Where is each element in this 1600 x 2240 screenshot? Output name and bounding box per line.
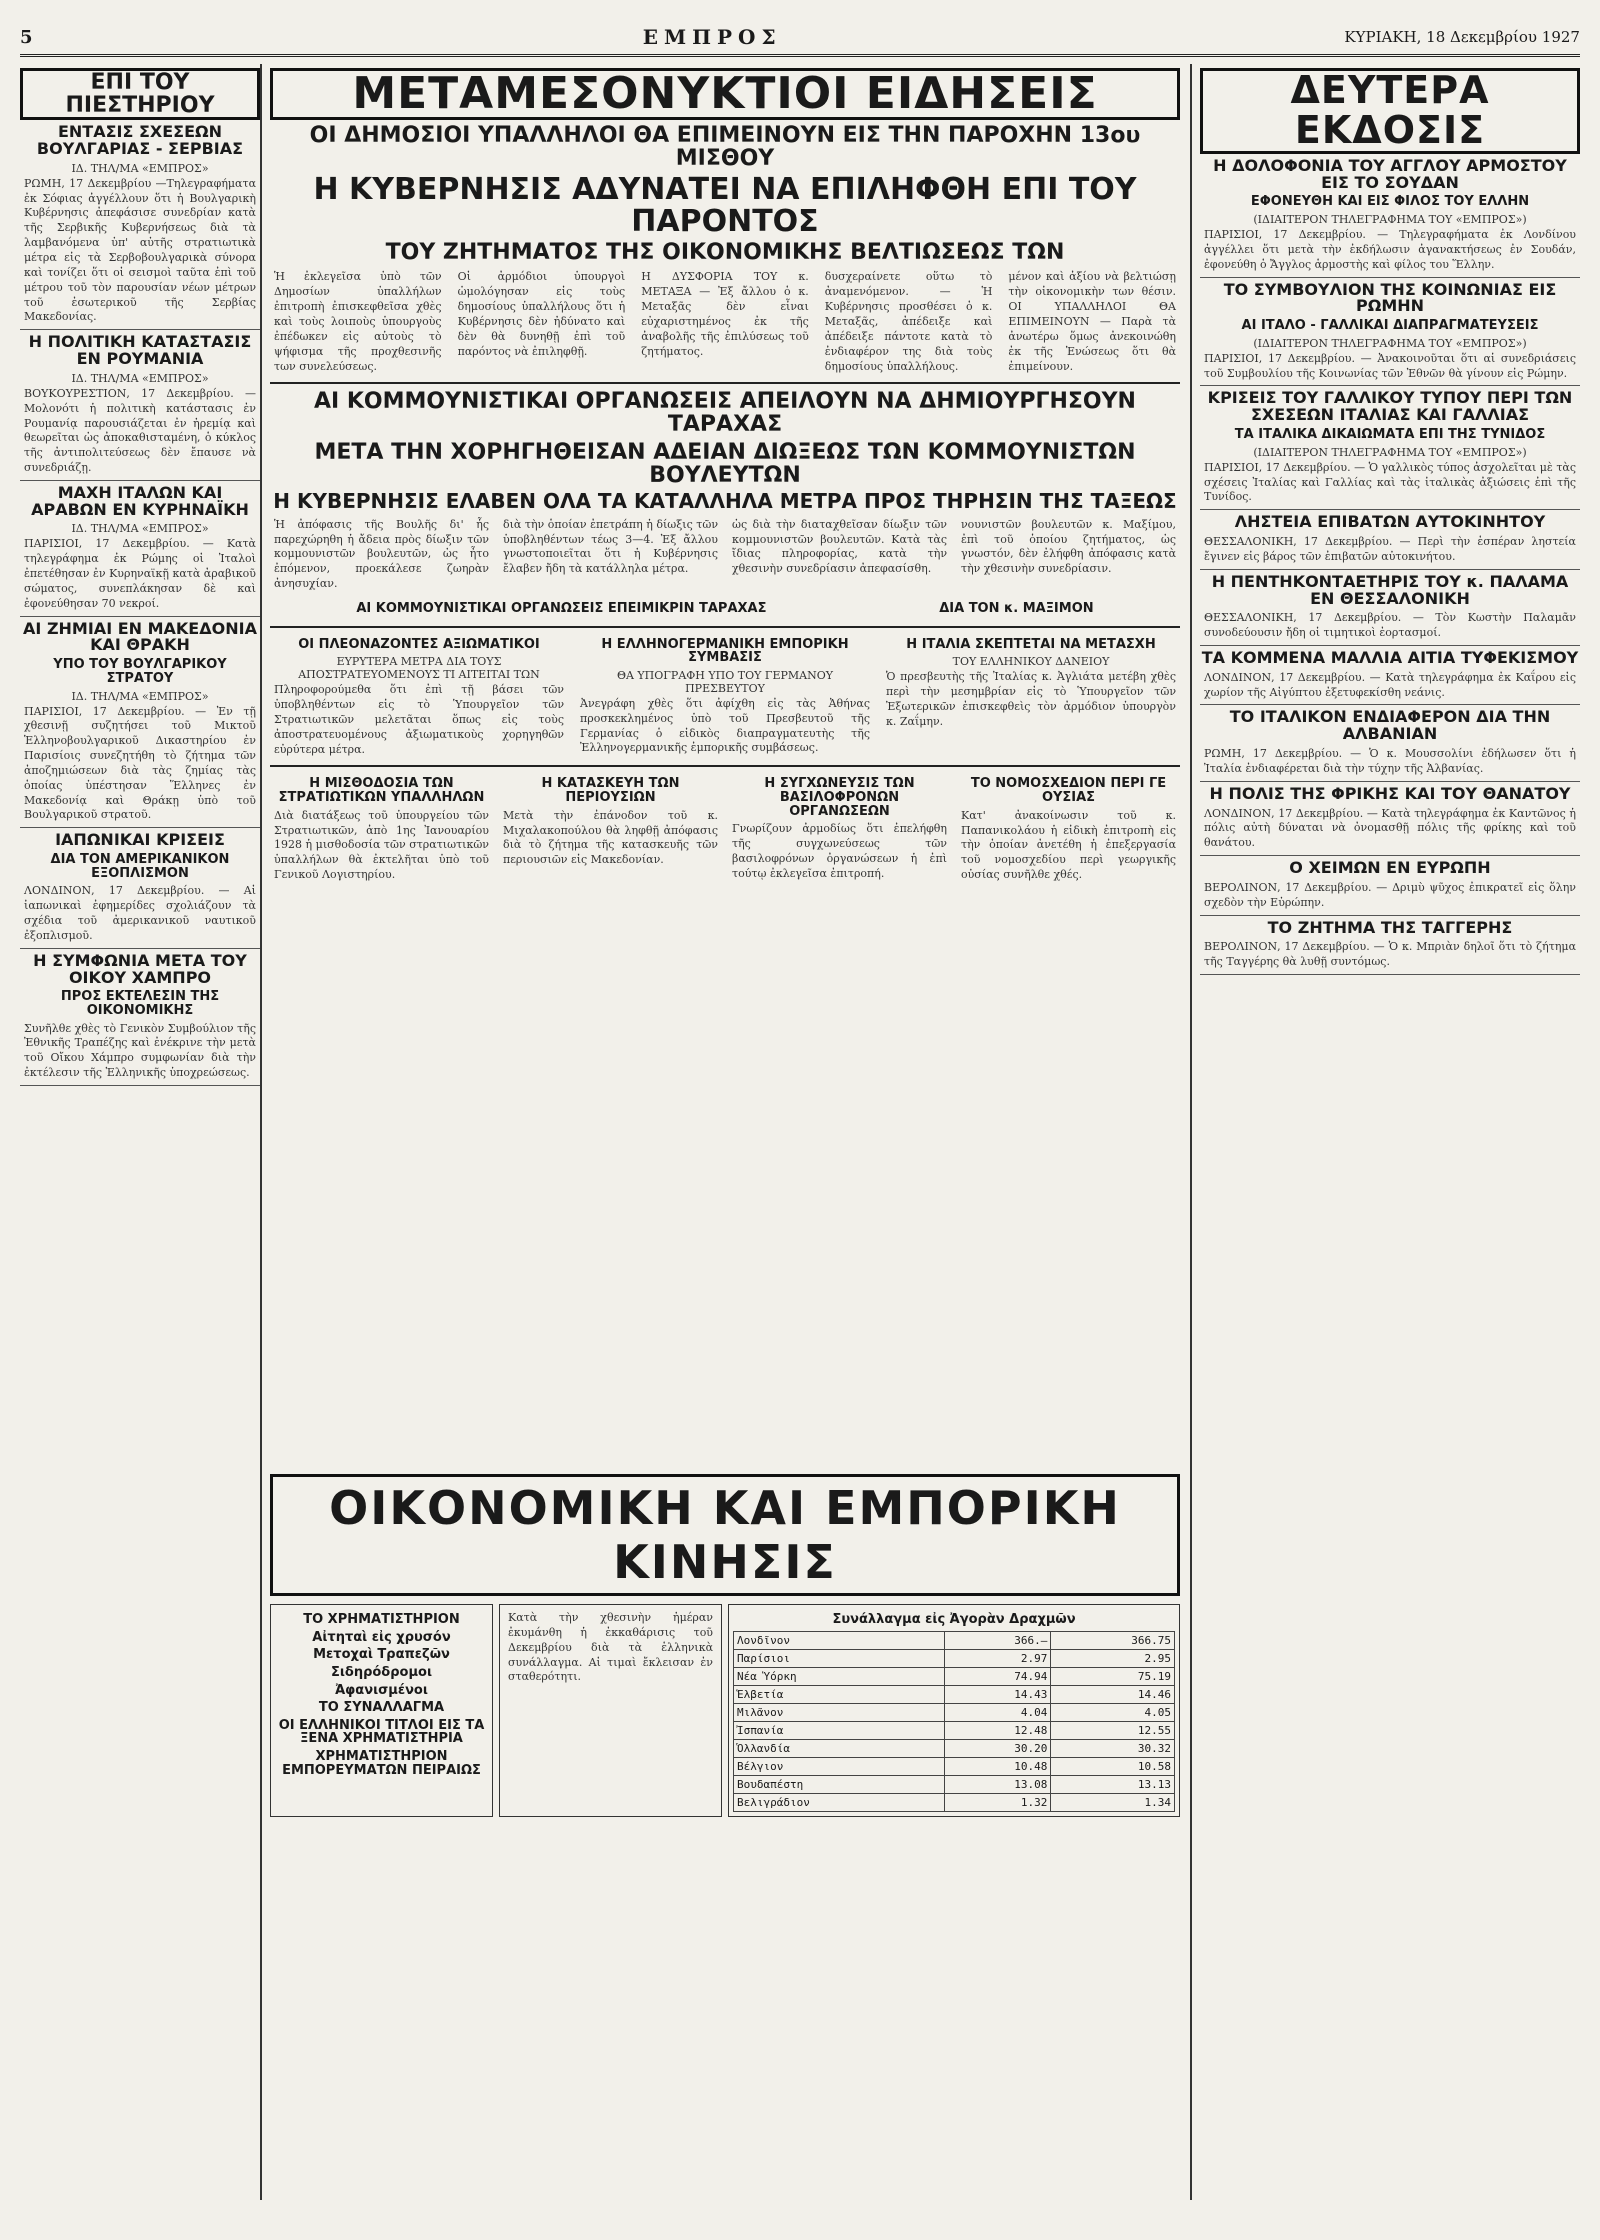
divider [1200, 509, 1580, 510]
center-banner: ΜΕΤΑΜΕΣΟΝΥΚΤΙΟΙ ΕΙΔΗΣΕΙΣ [270, 68, 1180, 120]
article [1200, 571, 1580, 646]
article [1200, 860, 1580, 915]
article-title: ΤΟ ΣΥΜΒΟΥΛΙΟΝ ΤΗΣ ΚΟΙΝΩΝΙΑΣ ΕΙΣ ΡΩΜΗΝ [1223, 279, 1557, 316]
article-body: ΒΕΡΟΛΙΝΟΝ, 17 Δεκεμβρίου. — Ὁ κ. Μπριὰν δηλοῖ ὅτι τὸ ζήτημα τῆς Ταγγέρης θὰ λυθῇ συντόμως. [1204, 940, 1576, 969]
lead-column-text: Ἡ ἐκλεγεῖσα ὑπὸ τῶν Δημοσίων ὑπαλλήλων ἐπιτροπὴ ἐπισκεφθεῖσα χθὲς καὶ τοὺς λοιποὺς ὑπουργοὺς ἐπέδωκεν εἰς αὐτοὺς τὸ ψήφισμα τῆς προχθεσινῆς των συνελεύσεως. [274, 270, 442, 373]
article [1200, 514, 1580, 569]
rate-value: 12.55 [1051, 1721, 1175, 1739]
article-body: ΛΟΝΔΙΝΟΝ, 17 Δεκεμβρίου. — Κατὰ τηλεγράφημα ἐκ Καΐρου εἰς χωρίον τῆς Αἰγύπτου ἐξετυφεκίσθη νεάνις. [1204, 670, 1576, 699]
rate-currency: Ἰσπανία [734, 1721, 945, 1739]
economic-sections [270, 1604, 493, 1817]
article [1200, 155, 1580, 278]
rate-value: 4.05 [1051, 1703, 1175, 1721]
article-source: (ΙΔΙΑΙΤΕΡΟΝ ΤΗΛΕΓΡΑΦΗΜΑ ΤΟΥ «ΕΜΠΡΟΣ») [1253, 213, 1527, 227]
rate-value: 30.20 [945, 1739, 1051, 1757]
divider [1200, 915, 1580, 916]
article-subtitle: ΕΦΟΝΕΥΘΗ ΚΑΙ ΕΙΣ ΦΙΛΟΣ ΤΟΥ ΕΛΛΗΝ [1250, 194, 1530, 210]
lead-body [270, 268, 1180, 376]
divider [1200, 781, 1580, 782]
divider [20, 948, 260, 949]
section-title: ΕΠΙ ΤΟΥ ΠΙΕΣΤΗΡΙΟΥ [20, 68, 260, 120]
article-body: Μετὰ τὴν ἐπάνοδον τοῦ κ. Μιχαλακοπούλου θὰ ληφθῇ ἀπόφασις διὰ τὸ ζήτημα τῆς κατασκευῆς τῶν περιουσιῶν εἰς Μακεδονίαν. [503, 808, 718, 867]
article [1200, 279, 1580, 387]
divider [20, 616, 260, 617]
issue-date: ΚΥΡΙΑΚΗ, 18 Δεκεμβρίου 1927 [1344, 28, 1580, 46]
article-title: ΙΑΠΩΝΙΚΑΙ ΚΡΙΣΕΙΣ [55, 830, 225, 850]
article-title: ΛΗΣΤΕΙΑ ΕΠΙΒΑΤΩΝ ΑΥΤΟΚΙΝΗΤΟΥ [1234, 512, 1546, 532]
rates-table [733, 1631, 1175, 1812]
left-articles [20, 124, 260, 1086]
rate-value: 1.32 [945, 1793, 1051, 1811]
divider [20, 827, 260, 828]
rate-value: 1.34 [1051, 1793, 1175, 1811]
lead-column-text: μένον καὶ ἀξίου νὰ βελτιώσῃ τὴν οἰκονομικὴν των θέσιν. ΟΙ ΥΠΑΛΛΗΛΟΙ ΘΑ ΕΠΙΜΕΙΝΟΥΝ — Παρὰ τὰ ἀνωτέρω ὅμως ἀνεκοινώθη ἐκ τῆς Ἑνώσεως ὅτι θὰ ἐπιμείνουν. [1008, 270, 1176, 373]
second-column-text: ὡς διὰ τὴν διαταχθεῖσαν δίωξιν τῶν κομμουνιστῶν βουλευτῶν. Κατὰ τὰς ἴδιας πληροφορίας, κατὰ τὴν χθεσινὴν συνεδρίασιν ἀπεφασίσθη. [732, 517, 947, 576]
second-edition-title: ΔΕΥΤΕΡΑ ΕΚΔΟΣΙΣ [1200, 68, 1580, 154]
article-title: ΑΙ ΖΗΜΙΑΙ ΕΝ ΜΑΚΕΔΟΝΙΑ ΚΑΙ ΘΡΑΚΗ [23, 618, 257, 655]
divider [20, 329, 260, 330]
right-column [1190, 64, 1580, 2200]
divider [1200, 704, 1580, 705]
second-subhead-2: ΔΙΑ ΤΟΝ κ. ΜΑΞΙΜΟΝ [939, 600, 1094, 616]
article-body: Πληροφορούμεθα ὅτι ἐπὶ τῇ βάσει τῶν ὑποβληθέντων εἰς τὸ Ὑπουργεῖον τῶν Στρατιωτικῶν μελετᾶται ὅπως εἰς τοὺς ἀποστρατευομένους ἀξιωματικοὺς χορηγηθῶν εὐρύτερα μέτρα. [274, 683, 564, 756]
center-row-3 [270, 634, 1180, 760]
rates-box [728, 1604, 1180, 1817]
rates-row [734, 1757, 1175, 1775]
article-title: Η ΚΑΤΑΣΚΕΥΗ ΤΩΝ ΠΕΡΙΟΥΣΙΩΝ [541, 776, 680, 806]
article-body: ΡΩΜΗ, 17 Δεκεμβρίου. — Ὁ κ. Μουσσολίνι ἐδήλωσεν ὅτι ἡ Ἰταλία ἐνδιαφέρεται διὰ τὴν τύχην τῆς Ἀλβανίας. [1204, 747, 1576, 775]
article-subtitle: ΕΥΡΥΤΕΡΑ ΜΕΤΡΑ ΔΙΑ ΤΟΥΣ ΑΠΟΣΤΡΑΤΕΥΟΜΕΝΟΥΣ ΤΙ ΑΙΤΕΙΤΑΙ ΤΩΝ [298, 655, 540, 682]
article [499, 773, 722, 885]
article-title: Η ΕΛΛΗΝΟΓΕΡΜΑΝΙΚΗ ΕΜΠΟΡΙΚΗ ΣΥΜΒΑΣΙΣ [601, 636, 849, 666]
second-headline-2: ΜΕΤΑ ΤΗΝ ΧΟΡΗΓΗΘΕΙΣΑΝ ΑΔΕΙΑΝ ΔΙΩΞΕΩΣ ΤΩΝ ΚΟΜΜΟΥΝΙΣΤΩΝ ΒΟΥΛΕΥΤΩΝ [314, 439, 1136, 488]
article-title: Η ΣΥΜΦΩΝΙΑ ΜΕΤΑ ΤΟΥ ΟΙΚΟΥ ΧΑΜΠΡΟ [33, 950, 247, 987]
article [20, 832, 260, 948]
second-story [270, 390, 1180, 619]
article [728, 773, 951, 885]
rate-currency: Ὁλλανδία [734, 1739, 945, 1757]
article-body: ΘΕΣΣΑΛΟΝΙΚΗ, 17 Δεκεμβρίου. — Τὸν Κωστὴν Παλαμᾶν συνοδεύουσιν ἤδη οἱ τιμητικοὶ ἐορτασμοί. [1204, 611, 1576, 640]
article-body: Διὰ διατάξεως τοῦ ὑπουργείου τῶν Στρατιωτικῶν, ἀπὸ 1ης Ἰανουαρίου 1928 ἡ μισθοδοσία τῶν στρατιωτικῶν ὑπαλλήλων θὰ ἐκτελῆται ὑπὸ τοῦ Γενικοῦ Λογιστηρίου. [274, 808, 489, 882]
article-title: Η ΠΟΛΙΣ ΤΗΣ ΦΡΙΚΗΣ ΚΑΙ ΤΟΥ ΘΑΝΑΤΟΥ [1209, 783, 1571, 803]
lead-story [270, 124, 1180, 376]
page-number: 5 [20, 26, 33, 48]
economic-section-heading: ΤΟ ΣΥΝΑΛΛΑΓΜΑ [318, 1700, 445, 1716]
article-body: ΒΕΡΟΛΙΝΟΝ, 17 Δεκεμβρίου. — Δριμὺ ψῦχος ἐπικρατεῖ εἰς ὅλην σχεδὸν τὴν Εὐρώπην. [1204, 880, 1576, 909]
article-title: Η ΙΤΑΛΙΑ ΣΚΕΠΤΕΤΑΙ ΝΑ ΜΕΤΑΣΧΗ [906, 636, 1156, 652]
second-body [270, 516, 1180, 594]
rate-value: 13.08 [945, 1775, 1051, 1793]
article-subtitle: ΔΙΑ ΤΟΝ ΑΜΕΡΙΚΑΝΙΚΟΝ ΕΞΟΠΛΙΣΜΟΝ [50, 852, 230, 881]
economic-section-heading: Σιδηρόδρομοι [330, 1664, 433, 1680]
divider [1200, 385, 1580, 386]
second-headline-3: Η ΚΥΒΕΡΝΗΣΙΣ ΕΛΑΒΕΝ ΟΛΑ ΤΑ ΚΑΤΑΛΛΗΛΑ ΜΕΤΡΑ ΠΡΟΣ ΤΗΡΗΣΙΝ ΤΗΣ ΤΑΞΕΩΣ [273, 488, 1177, 513]
article-title: Η ΔΟΛΟΦΟΝΙΑ ΤΟΥ ΑΓΓΛΟΥ ΑΡΜΟΣΤΟΥ ΕΙΣ ΤΟ ΣΟΥΔΑΝ [1213, 155, 1567, 192]
rate-value: 75.19 [1051, 1667, 1175, 1685]
economic-section-heading: ΤΟ ΧΡΗΜΑΤΙΣΤΗΡΙΟΝ [303, 1612, 460, 1627]
article-title: Η ΣΥΓΧΩΝΕΥΣΙΣ ΤΩΝ ΒΑΣΙΛΟΦΡΟΝΩΝ ΟΡΓΑΝΩΣΕΩΝ [764, 776, 915, 819]
divider [1200, 855, 1580, 856]
rate-currency: Μιλᾶνον [734, 1703, 945, 1721]
rates-row [734, 1685, 1175, 1703]
economic-section-heading: Μετοχαὶ Τραπεζῶν [313, 1647, 450, 1663]
paper-name: ΕΜΠΡΟΣ [642, 25, 782, 49]
rate-value: 4.04 [945, 1703, 1051, 1721]
article-source: ΙΔ. ΤΗΛ/ΜΑ «ΕΜΠΡΟΣ» [71, 522, 209, 536]
economic-section-heading: ΟΙ ΕΛΛΗΝΙΚΟΙ ΤΙΤΛΟΙ ΕΙΣ ΤΑ ΞΕΝΑ ΧΡΗΜΑΤΙΣΤΗΡΙΑ [278, 1717, 485, 1747]
article-body: Ἀνεγράφη χθὲς ὅτι ἀφίχθη εἰς τὰς Ἀθήνας προσκεκλημένος ὑπὸ τοῦ Πρεσβευτοῦ τῆς Γερμανίας ὁ εἰδικὸς διαπραγματευτὴς τῆς Ἐλληνογερμανικῆς ἐμπορικῆς συμβάσεως. [580, 696, 870, 755]
lead-headline-3: ΤΟΥ ΖΗΤΗΜΑΤΟΣ ΤΗΣ ΟΙΚΟΝΟΜΙΚΗΣ ΒΕΛΤΙΩΣΕΩΣ ΤΩΝ [385, 240, 1065, 266]
article-body: ΛΟΝΔΙΝΟΝ, 17 Δεκεμβρίου. — Κατὰ τηλεγράφημα ἐκ Καντῶνος ἡ πόλις αὐτὴ δύναται νὰ ὀνομασθῇ πόλις τῆς φρίκης καὶ τοῦ θανάτου. [1204, 806, 1576, 850]
lead-column-text: Οἱ ἀρμόδιοι ὑπουργοὶ ὡμολόγησαν εἰς τοὺς δημοσίους ὑπαλλήλους ὅτι ἡ Κυβέρνησις δὲν ἠδύνατο καὶ δὲν θὰ δυνηθῇ ἐπὶ τοῦ παρόντος νὰ ἐπιληφθῇ. [457, 270, 626, 358]
article-title: ΜΑΧΗ ΙΤΑΛΩΝ ΚΑΙ ΑΡΑΒΩΝ ΕΝ ΚΥΡΗΝΑΪΚΗ [31, 482, 249, 519]
article-title: Η ΠΕΝΤΗΚΟΝΤΑΕΤΗΡΙΣ ΤΟΥ κ. ΠΑΛΑΜΑ ΕΝ ΘΕΣΣΑΛΟΝΙΚΗ [1211, 571, 1569, 608]
rates-row [734, 1649, 1175, 1667]
article [1200, 709, 1580, 781]
rate-value: 2.95 [1051, 1649, 1175, 1667]
second-column-text: νουνιστῶν βουλευτῶν κ. Μαξίμου, ἐπὶ τοῦ ὁποίου ζητήματος, ὡς γνωστόν, δὲν ἐλήφθη ἀπόφασις κατὰ τὴν χθεσινὴν συνεδρίασιν. [961, 517, 1176, 576]
second-subhead-1: ΑΙ ΚΟΜΜΟΥΝΙΣΤΙΚΑΙ ΟΡΓΑΝΩΣΕΙΣ ΕΠΕΙΜΙΚΡΙΝ ΤΑΡΑΧΑΣ [356, 600, 767, 616]
economic-section [270, 1474, 1180, 2200]
rate-currency: Βελιγράδιον [734, 1793, 945, 1811]
rate-value: 366.— [945, 1631, 1051, 1649]
second-column-text: Ἡ ἀπόφασις τῆς Βουλῆς δι' ἧς παρεχώρηθη ἡ ἄδεια πρὸς δίωξιν τῶν κομμουνιστῶν βουλευτῶν, ὡς ἦτο ἐπόμενον, προεκάλεσε ζωηρὰν ἀνησυχίαν. [274, 517, 489, 591]
article-title: ΤΟ ΖΗΤΗΜΑ ΤΗΣ ΤΑΓΓΕΡΗΣ [1267, 917, 1513, 937]
article-title: ΤΟ ΙΤΑΛΙΚΟΝ ΕΝΔΙΑΦΕΡΟΝ ΔΙΑ ΤΗΝ ΑΛΒΑΝΙΑΝ [1229, 707, 1551, 744]
rate-currency: Παρίσιοι [734, 1649, 945, 1667]
lead-column-text: Η ΔΥΣΦΟΡΙΑ ΤΟΥ κ. ΜΕΤΑΞΑ — Ἐξ ἄλλου ὁ κ. Μεταξᾶς δὲν εἶναι εὐχαριστημένος ἐκ τῆς ἀναβολῆς τῆς ἐπιλύσεως τοῦ ζητήματος. [641, 270, 809, 358]
article-subtitle: ΤΑ ΙΤΑΛΙΚΑ ΔΙΚΑΙΩΜΑΤΑ ΕΠΙ ΤΗΣ ΤΥΝΙΔΟΣ [1234, 427, 1546, 443]
lead-headline-2: Η ΚΥΒΕΡΝΗΣΙΣ ΑΔΥΝΑΤΕΙ ΝΑ ΕΠΙΛΗΦΘΗ ΕΠΙ ΤΟΥ ΠΑΡΟΝΤΟΣ [313, 172, 1137, 239]
economic-text: Κατὰ τὴν χθεσινὴν ἡμέραν ἐκυμάνθη ἡ ἐκκαθάρισις τοῦ Δεκεμβρίου διὰ τὰ ἑλληνικὰ συνάλλαγμα. Αἱ τιμαὶ ἔκλεισαν ἐν σταθερότητι. [508, 1611, 713, 1684]
rate-value: 74.94 [945, 1667, 1051, 1685]
rates-row [734, 1739, 1175, 1757]
rates-row [734, 1793, 1175, 1811]
article-body: ΒΟΥΚΟΥΡΕΣΤΙΟΝ, 17 Δεκεμβρίου. — Μολονότι ἡ πολιτικὴ κατάστασις ἐν Ρουμανίᾳ παρουσιάζεται ἐν ἡρεμίᾳ καὶ θεωρεῖται ὡς ἀποκαθισταμένη, ὁ κύκλος τῆς ἀντιπολιτεύσεως δὲν ἔπαυσε νὰ συνεδριάζῃ. [24, 386, 256, 475]
second-headline-1: ΑΙ ΚΟΜΜΟΥΝΙΣΤΙΚΑΙ ΟΡΓΑΝΩΣΕΙΣ ΑΠΕΙΛΟΥΝ ΝΑ ΔΗΜΙΟΥΡΓΗΣΟΥΝ ΤΑΡΑΧΑΣ [314, 389, 1136, 438]
right-articles [1200, 155, 1580, 975]
article-subtitle: ΠΡΟΣ ΕΚΤΕΛΕΣΙΝ ΤΗΣ ΟΙΚΟΝΟΜΙΚΗΣ [60, 989, 220, 1018]
article-title: Η ΜΙΣΘΟΔΟΣΙΑ ΤΩΝ ΣΤΡΑΤΙΩΤΙΚΩΝ ΥΠΑΛΛΗΛΩΝ [278, 776, 485, 806]
rate-value: 30.32 [1051, 1739, 1175, 1757]
article-body: ΘΕΣΣΑΛΟΝΙΚΗ, 17 Δεκεμβρίου. — Περὶ τὴν ἑσπέραν ληστεία ἔγινεν εἰς βάρος τῶν ἐπιβατῶν αὐτοκινήτου. [1204, 535, 1576, 563]
article-title: ΕΝΤΑΣΙΣ ΣΧΕΣΕΩΝ ΒΟΥΛΓΑΡΙΑΣ - ΣΕΡΒΙΑΣ [36, 122, 244, 158]
economic-section-heading: ΧΡΗΜΑΤΙΣΤΗΡΙΟΝ ΕΜΠΟΡΕΥΜΑΤΩΝ ΠΕΙΡΑΙΩΣ [282, 1749, 481, 1778]
article-body: Κατ' ἀνακοίνωσιν τοῦ κ. Παπανικολάου ἡ εἰδικὴ ἐπιτροπὴ εἰς τὴν ὁποίαν ἀνετέθη ἡ ἐπεξεργασία τοῦ νομοσχεδίου περὶ γεωργικῆς οὐσίας συνῆλθε χθές. [961, 808, 1176, 882]
economic-section-heading: Ἀφανισμένοι [335, 1682, 428, 1698]
divider [20, 480, 260, 481]
article-title: ΤΟ ΝΟΜΟΣΧΕΔΙΟΝ ΠΕΡΙ ΓΕ ΟΥΣΙΑΣ [970, 776, 1167, 806]
rate-currency: Ἑλβετία [734, 1685, 945, 1703]
economic-title: ΟΙΚΟΝΟΜΙΚΗ ΚΑΙ ΕΜΠΟΡΙΚΗ ΚΙΝΗΣΙΣ [270, 1474, 1180, 1596]
article-subtitle: ΥΠΟ ΤΟΥ ΒΟΥΛΓΑΡΙΚΟΥ ΣΤΡΑΤΟΥ [53, 657, 227, 686]
article [20, 124, 260, 330]
rates-row [734, 1667, 1175, 1685]
article [1200, 783, 1580, 856]
center-row-4 [270, 773, 1180, 885]
center-column [270, 64, 1180, 1464]
article [20, 950, 260, 1086]
article-body: ΛΟΝΔΙΝΟΝ, 17 Δεκεμβρίου. — Αἱ ἰαπωνικαὶ ἐφημερίδες σχολιάζουν τὰ σχέδια τοῦ ἀμερικανικοῦ ναυτικοῦ ἐξοπλισμοῦ. [24, 884, 256, 942]
article-title: ΟΙ ΠΛΕΟΝΑΖΟΝΤΕΣ ΑΞΙΩΜΑΤΙΚΟΙ [298, 636, 540, 652]
article-body: Ὁ πρεσβευτὴς τῆς Ἰταλίας κ. Ἀγλιάτα μετέβη χθὲς περὶ τὴν μεσημβρίαν εἰς τὸ Ὑπουργεῖον τῶν Ἐξωτερικῶν ἐπισκεφθεὶς τὸν ἀρμόδιον ὑπουργὸν κ. Ζαΐμην. [886, 670, 1176, 728]
economic-text-box [499, 1604, 722, 1817]
article-title: Η ΠΟΛΙΤΙΚΗ ΚΑΤΑΣΤΑΣΙΣ ΕΝ ΡΟΥΜΑΝΙΑ [28, 332, 252, 369]
article-source: (ΙΔΙΑΙΤΕΡΟΝ ΤΗΛΕΓΡΑΦΗΜΑ ΤΟΥ «ΕΜΠΡΟΣ») [1253, 445, 1527, 459]
article-subtitle: ΤΟΥ ΕΛΛΗΝΙΚΟΥ ΔΑΝΕΙΟΥ [952, 655, 1110, 669]
article-body: ΠΑΡΙΣΙΟΙ, 17 Δεκεμβρίου. — Ἀνακοινοῦται ὅτι αἱ συνεδριάσεις τοῦ Συμβουλίου τῆς Κοινωνίας τῶν Ἐθνῶν θὰ γίνουν εἰς Ρώμην. [1204, 351, 1576, 380]
economic-section-heading: Αἰτηταὶ εἰς χρυσόν [312, 1629, 451, 1645]
article [20, 334, 260, 481]
article-title: Ο ΧΕΙΜΩΝ ΕΝ ΕΥΡΩΠΗ [1289, 858, 1491, 878]
article-body: Συνῆλθε χθὲς τὸ Γενικὸν Συμβούλιον τῆς Ἐθνικῆς Τραπέζης καὶ ἐνέκρινε τὴν μετὰ τοῦ Οἴκου Χάμπρο συμφωνίαν διὰ τὴν ἐκτέλεσιν τῆς Ἑλληνικῆς ὑποχρεώσεως. [24, 1021, 256, 1080]
article [576, 634, 874, 760]
article [957, 773, 1180, 885]
article-source: ΙΔ. ΤΗΛ/ΜΑ «ΕΜΠΡΟΣ» [71, 161, 209, 175]
article [20, 618, 260, 829]
rate-value: 14.46 [1051, 1685, 1175, 1703]
economic-body [270, 1604, 1180, 1817]
article [1200, 390, 1580, 510]
article-body: ΡΩΜΗ, 17 Δεκεμβρίου —Τηλεγραφήματα ἐκ Σόφιας ἀγγέλλουν ὅτι ἡ Βουλγαρικὴ Κυβέρνησις ἀπεφάσισε συνεδρίαν κατὰ τῆς Σερβικῆς Κυβερνήσεως διὰ τὰ λαμβανόμενα ὑπ' αὐτῆς στρατιωτικὰ μέτρα εἰς τὰ Σερβοβουλγαρικὰ σύνορα καὶ τονίζει ὅτι οἱ σεισμοὶ ταῦτα ἐπὶ τοῦ μέτρου τοῦ τὸν παρουσίαν νέων μέτρων τοῦ ἐσωτερικοῦ τῆς Σερβίας Μακεδονίας. [24, 176, 256, 324]
rate-value: 10.58 [1051, 1757, 1175, 1775]
article-subtitle: ΘΑ ΥΠΟΓΡΑΦΗ ΥΠΟ ΤΟΥ ΓΕΡΜΑΝΟΥ ΠΡΕΣΒΕΥΤΟΥ [616, 668, 834, 695]
article [1200, 650, 1580, 705]
rates-row [734, 1631, 1175, 1649]
article-body: ΠΑΡΙΣΙΟΙ, 17 Δεκεμβρίου. — Κατὰ τηλεγράφημα ἐκ Ρώμης οἱ Ἰταλοὶ ἐπετέθησαν ἐν Κυρηναϊκῇ κατὰ ἀραβικοῦ σώματος, συνεπλάκησαν δὲ καὶ ἐφονεύθησαν 70 νεκροί. [24, 537, 256, 610]
article-title: ΤΑ ΚΟΜΜΕΝΑ ΜΑΛΛΙΑ ΑΙΤΙΑ ΤΥΦΕΚΙΣΜΟΥ [1201, 648, 1579, 667]
article-body: ΠΑΡΙΣΙΟΙ, 17 Δεκεμβρίου. — Ὁ γαλλικὸς τύπος ἀσχολεῖται μὲ τὰς σχέσεις Ἰταλίας καὶ Γαλλίας καὶ τὰς ἰταλικὰς ἀξιώσεις ἐπὶ τῆς Τυνίδος. [1204, 460, 1576, 504]
rate-currency: Βέλγιον [734, 1757, 945, 1775]
article [270, 634, 568, 760]
rates-row [734, 1721, 1175, 1739]
rate-currency: Λονδῖνον [734, 1631, 945, 1649]
rates-row [734, 1703, 1175, 1721]
rate-value: 366.75 [1051, 1631, 1175, 1649]
article-body: Γνωρίζουν ἀρμοδίως ὅτι ἐπελήφθη τῆς συγχωνεύσεως τῶν βασιλοφρόνων ὀργανώσεων ἡ ἐπὶ τούτῳ ἐκλεγεῖσα ἐπιτροπή. [732, 822, 947, 880]
rates-row [734, 1775, 1175, 1793]
rates-title: Συνάλλαγμα εἰς Ἀγορὰν Δραχμῶν [832, 1612, 1076, 1627]
rate-currency: Βουδαπέστη [734, 1775, 945, 1793]
article [270, 773, 493, 885]
rate-value: 10.48 [945, 1757, 1051, 1775]
newspaper-page [20, 20, 1580, 2200]
left-column [20, 64, 262, 2200]
article [882, 634, 1180, 760]
second-column-text: διὰ τὴν ὁποίαν ἐπετράπη ἡ δίωξις τῶν ὑποβληθέντων τέως 3—4. Ἐξ ἄλλου γνωστοποιεῖται ὅτι ἡ Κυβέρνησις ἔλαβεν ἤδη τὰ κατάλληλα μέτρα. [503, 517, 719, 576]
divider [1200, 569, 1580, 570]
divider [1200, 277, 1580, 278]
rate-value: 14.43 [945, 1685, 1051, 1703]
rate-value: 13.13 [1051, 1775, 1175, 1793]
lead-column-text: δυσχεραίνετε οὕτω τὸ ἀναμενόμενον. — Ἡ Κυβέρνησις προσθέσει ὁ κ. Μεταξᾶς, ἀπέδειξε καὶ ἀπέδειξε πάντοτε κατὰ τὸ ἐνδιαφέρον της διὰ τοὺς δημοσίους ὑπαλλήλους. [824, 270, 993, 373]
article-body: ΠΑΡΙΣΙΟΙ, 17 Δεκεμβρίου. — Τηλεγραφήματα ἐκ Λονδίνου ἀγγέλλει ὅτι μετὰ τὴν ἐκδήλωσιν ἀγανακτήσεως ἐν Σουδάν, ἐφονεύθη ὁ Ἄγγλος ἁρμοστὴς καὶ φίλος του Ἕλλην. [1204, 228, 1576, 271]
article-title: ΚΡΙΣΕΙΣ ΤΟΥ ΓΑΛΛΙΚΟΥ ΤΥΠΟΥ ΠΕΡΙ ΤΩΝ ΣΧΕΣΕΩΝ ΙΤΑΛΙΑΣ ΚΑΙ ΓΑΛΛΙΑΣ [1207, 388, 1573, 425]
article-source: (ΙΔΙΑΙΤΕΡΟΝ ΤΗΛΕΓΡΑΦΗΜΑ ΤΟΥ «ΕΜΠΡΟΣ») [1253, 336, 1527, 350]
article-body: ΠΑΡΙΣΙΟΙ, 17 Δεκεμβρίου. — Ἐν τῇ χθεσινῇ συζητήσει τοῦ Μικτοῦ Ἑλληνοβουλγαρικοῦ Δικαστηρίου ἐν Παρισίοις συνεζητήθη τὸ ζήτημα τῶν ἀποζημιώσεων διὰ τὰς ζημίας τὰς ὁποίας ὑπέστησαν Ἕλληνες ἐν Μακεδονίᾳ καὶ Θράκῃ ὑπὸ τοῦ Βουλγαρικοῦ στρατοῦ. [24, 704, 256, 822]
article [20, 482, 260, 617]
rate-value: 12.48 [945, 1721, 1051, 1739]
rate-value: 2.97 [945, 1649, 1051, 1667]
article-source: ΙΔ. ΤΗΛ/ΜΑ «ΕΜΠΡΟΣ» [71, 371, 209, 385]
rate-currency: Νέα Ὑόρκη [734, 1667, 945, 1685]
divider [20, 1085, 260, 1086]
divider [1200, 645, 1580, 646]
masthead [20, 20, 1580, 57]
article-subtitle: ΑΙ ΙΤΑΛΟ - ΓΑΛΛΙΚΑΙ ΔΙΑΠΡΑΓΜΑΤΕΥΣΕΙΣ [1241, 318, 1539, 334]
divider [1200, 974, 1580, 975]
article-source: ΙΔ. ΤΗΛ/ΜΑ «ΕΜΠΡΟΣ» [71, 689, 209, 703]
lead-headline-1: ΟΙ ΔΗΜΟΣΙΟΙ ΥΠΑΛΛΗΛΟΙ ΘΑ ΕΠΙΜΕΙΝΟΥΝ ΕΙΣ ΤΗΝ ΠΑΡΟΧΗΝ 13ου ΜΙΣΘΟΥ [309, 123, 1141, 172]
article [1200, 917, 1580, 975]
